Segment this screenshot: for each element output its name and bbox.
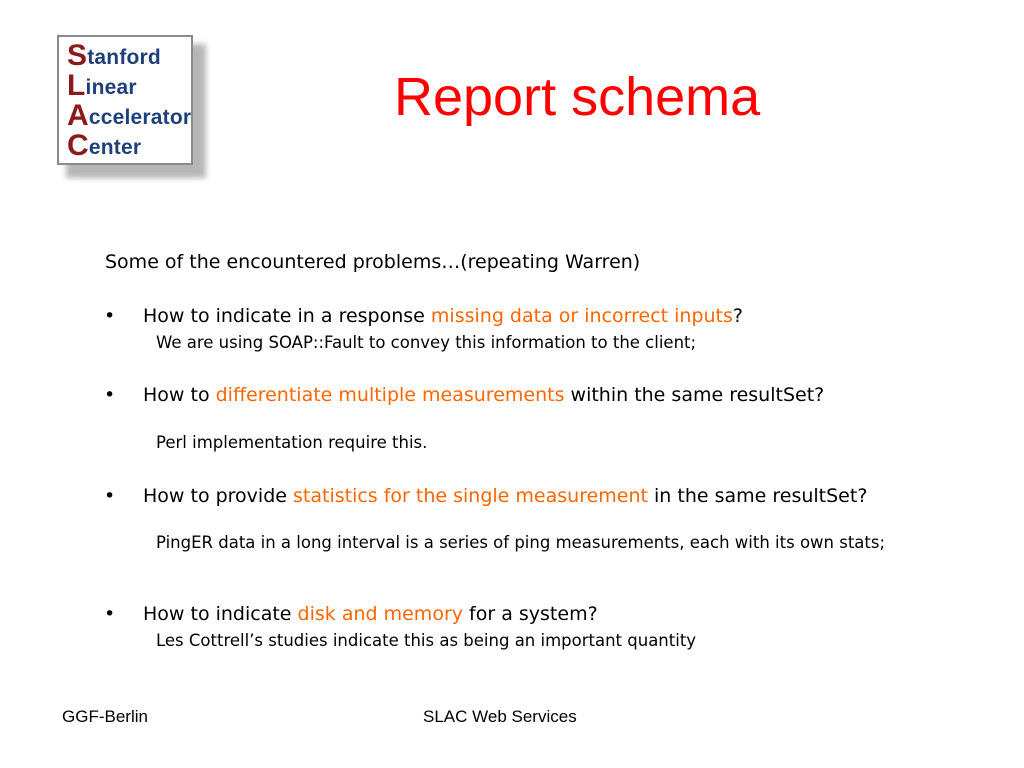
bullet-item <box>104 384 924 406</box>
bullet-text: How to provide <box>143 485 293 507</box>
bullet-highlight: differentiate multiple measurements <box>215 384 565 406</box>
sub-point: Les Cottrell’s studies indicate this as being an important quantity <box>156 631 697 650</box>
footer-center: SLAC Web Services <box>423 707 577 726</box>
bullet-text: How to indicate <box>143 603 298 625</box>
bullet-text: in the same resultSet? <box>647 485 868 507</box>
bullet-highlight: statistics for the single measurement <box>293 485 648 507</box>
bullet-marker: • <box>104 305 116 327</box>
sub-point: PingER data in a long interval is a series of ping measurements, each with its own stats; <box>156 533 886 552</box>
bullet-highlight: missing data or incorrect inputs <box>430 305 733 327</box>
slac-logo <box>57 35 193 165</box>
bullet-item <box>104 305 924 327</box>
logo-line-stanford: Stanford <box>67 39 161 72</box>
bullet-highlight: disk and memory <box>297 603 463 625</box>
bullet-item <box>104 603 924 625</box>
bullet-marker: • <box>104 384 116 406</box>
bullet-item <box>104 485 924 507</box>
sub-point: Perl implementation require this. <box>156 433 428 452</box>
bullet-text: for a system? <box>463 603 598 625</box>
bullet-text: How to indicate in a response <box>143 305 431 327</box>
bullet-marker: • <box>104 485 116 507</box>
bullet-text: How to <box>143 384 216 406</box>
logo-line-accelerator: Accelerator <box>67 99 192 132</box>
bullet-text: within the same resultSet? <box>564 384 825 406</box>
intro-text: Some of the encountered problems…(repeating Warren) <box>105 251 641 273</box>
logo-line-center: Center <box>67 129 142 162</box>
sub-point: We are using SOAP::Fault to convey this information to the client; <box>156 333 697 352</box>
slide-title: Report schema <box>394 67 761 127</box>
bullet-marker: • <box>104 603 116 625</box>
logo-line-linear: Linear <box>67 69 137 102</box>
bullet-text: ? <box>732 305 743 327</box>
footer-left: GGF-Berlin <box>62 707 148 726</box>
